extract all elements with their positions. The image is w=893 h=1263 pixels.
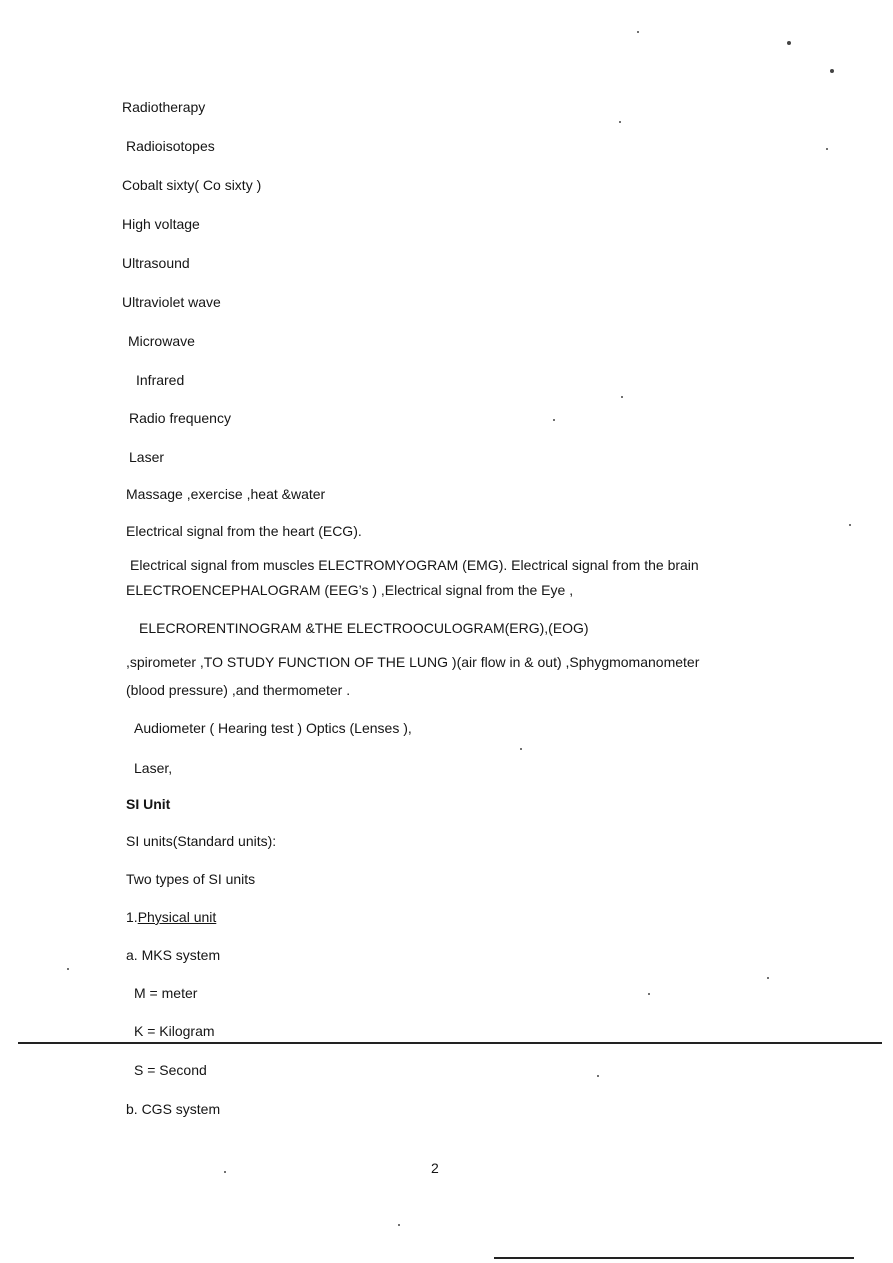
physical-unit-label: Physical unit xyxy=(137,909,217,925)
line-radiotherapy: Radiotherapy xyxy=(122,99,206,115)
line-ultrasound: Ultrasound xyxy=(122,255,190,271)
line-ecg: Electrical signal from the heart (ECG). xyxy=(126,523,362,539)
page-number: 2 xyxy=(431,1160,439,1176)
horizontal-rule xyxy=(18,1042,882,1044)
line-eeg: ELECTROENCEPHALOGRAM (EEG’s ) ,Electrical signal from the Eye , xyxy=(126,582,574,598)
line-microwave: Microwave xyxy=(128,333,195,349)
scan-speck xyxy=(67,968,69,970)
line-kilogram: K = Kilogram xyxy=(134,1023,215,1039)
scan-speck xyxy=(619,121,621,123)
scan-speck xyxy=(621,396,623,398)
bottom-edge-line xyxy=(494,1257,854,1259)
line-cobalt-sixty: Cobalt sixty( Co sixty ) xyxy=(122,177,262,193)
line-laser-2: Laser, xyxy=(134,760,173,776)
line-si-units-standard: SI units(Standard units): xyxy=(126,833,277,849)
scan-speck xyxy=(224,1171,226,1173)
line-cgs-system: b. CGS system xyxy=(126,1101,221,1117)
line-radioisotopes: Radioisotopes xyxy=(126,138,215,154)
line-radio-frequency: Radio frequency xyxy=(129,410,231,426)
scan-speck xyxy=(787,41,791,45)
line-emg: Electrical signal from muscles ELECTROMYOGRAM (EMG). Electrical signal from the brain xyxy=(130,557,699,573)
line-two-types: Two types of SI units xyxy=(126,871,256,887)
scan-speck xyxy=(398,1224,400,1226)
line-laser: Laser xyxy=(129,449,165,465)
line-audiometer: Audiometer ( Hearing test ) Optics (Lenses ), xyxy=(134,720,412,736)
scan-speck xyxy=(553,419,555,421)
scan-speck xyxy=(826,148,828,150)
scan-speck xyxy=(597,1075,599,1077)
heading-si-unit: SI Unit xyxy=(126,796,171,812)
line-thermometer: (blood pressure) ,and thermometer . xyxy=(126,682,351,698)
scan-speck xyxy=(830,69,834,73)
scan-speck xyxy=(520,748,522,750)
scan-speck xyxy=(648,993,650,995)
list-number: 1. xyxy=(126,909,138,925)
scan-speck xyxy=(767,977,769,979)
line-physical-unit xyxy=(126,908,216,926)
line-high-voltage: High voltage xyxy=(122,216,200,232)
line-ultraviolet-wave: Ultraviolet wave xyxy=(122,294,221,310)
line-mks-system: a. MKS system xyxy=(126,947,221,963)
scan-speck xyxy=(849,524,851,526)
line-meter: M = meter xyxy=(134,985,198,1001)
line-spirometer: ,spirometer ,TO STUDY FUNCTION OF THE LUNG )(air flow in & out) ,Sphygmomanometer xyxy=(126,654,700,670)
line-massage: Massage ,exercise ,heat &water xyxy=(126,486,326,502)
scan-speck xyxy=(637,31,639,33)
line-infrared: Infrared xyxy=(136,372,185,388)
line-second: S = Second xyxy=(134,1062,207,1078)
line-erg-eog: ELECRORENTINOGRAM &THE ELECTROOCULOGRAM(ERG),(EOG) xyxy=(139,620,589,636)
